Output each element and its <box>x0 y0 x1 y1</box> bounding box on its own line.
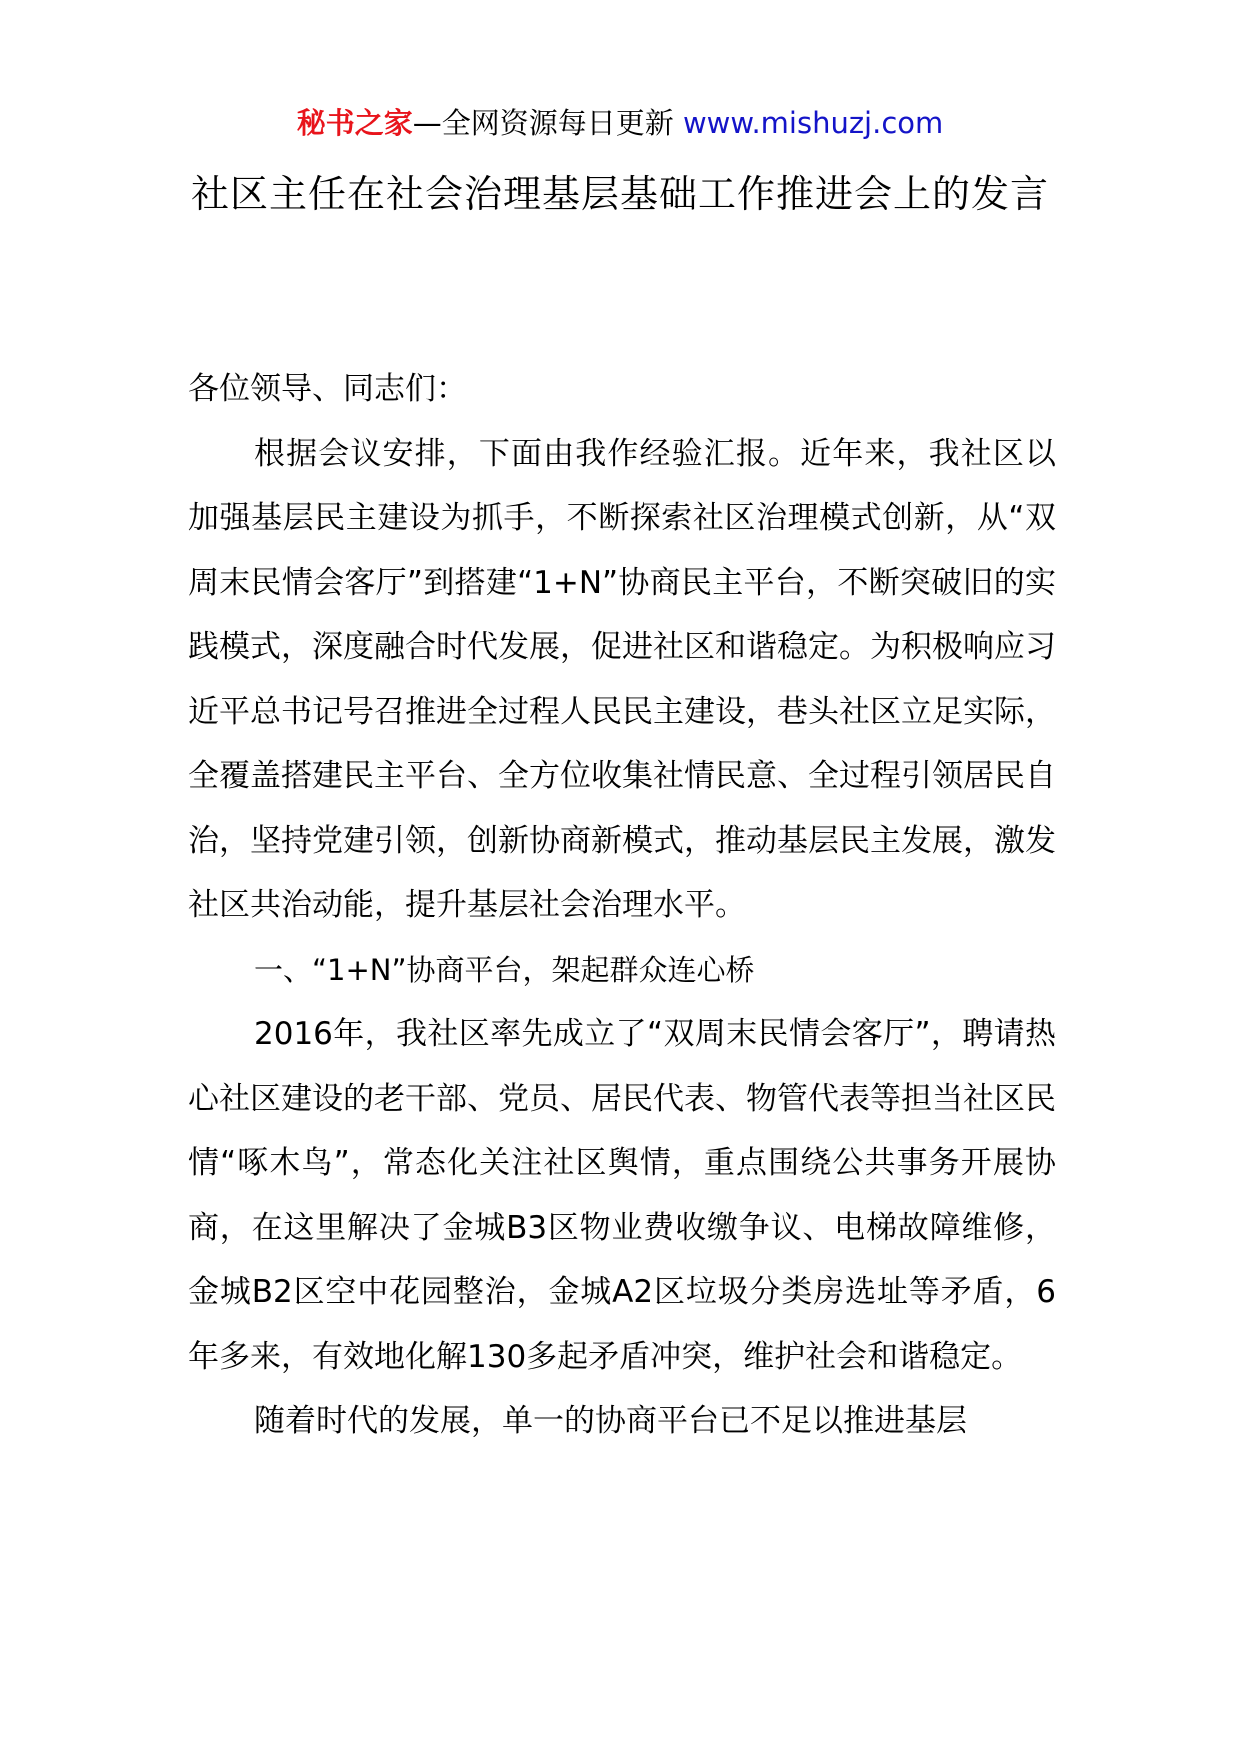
paragraph-2016: 2016年，我社区率先成立了“双周末民情会客厅”，聘请热心社区建设的老干部、党员、居民代表、物管代表等担当社区民情“啄木鸟”，常态化关注社区舆情，重点围绕公共事务开展协商，在这里解决了金城B3区物业费收缴争议、电梯故障维修，金城B2区空中花园整治，金城A2区垃圾分类房选址等矛盾，6年多来，有效地化解130多起矛盾冲突，维护社会和谐稳定。 <box>188 1016 1056 1375</box>
section-heading-1: 一、“1+N”协商平台，架起群众连心桥 <box>254 952 755 987</box>
greeting: 各位领导、同志们： <box>188 371 467 407</box>
site-header <box>0 103 1240 143</box>
document-body <box>188 357 1056 1454</box>
paragraph-development: 随着时代的发展，单一的协商平台已不足以推进基层 <box>254 1403 967 1439</box>
brand-name: 秘书之家 <box>296 106 413 140</box>
site-url-link[interactable]: www.mishuzj.com <box>682 106 944 140</box>
paragraph-intro: 根据会议安排，下面由我作经验汇报。近年来，我社区以加强基层民主建设为抓手，不断探索社区治理模式创新，从“双周末民情会客厅”到搭建“1+N”协商民主平台，不断突破旧的实践模式，深度融合时代发展，促进社区和谐稳定。为积极响应习近平总书记号召推进全过程人民民主建设，巷头社区立足实际，全覆盖搭建民主平台、全方位收集社情民意、全过程引领居民自治，坚持党建引领，创新协商新模式，推动基层民主发展，激发社区共治动能，提升基层社会治理水平。 <box>188 435 1056 923</box>
document-title: 社区主任在社会治理基层基础工作推进会上的发言 <box>190 172 1049 216</box>
header-tagline: —全网资源每日更新 <box>412 106 683 140</box>
